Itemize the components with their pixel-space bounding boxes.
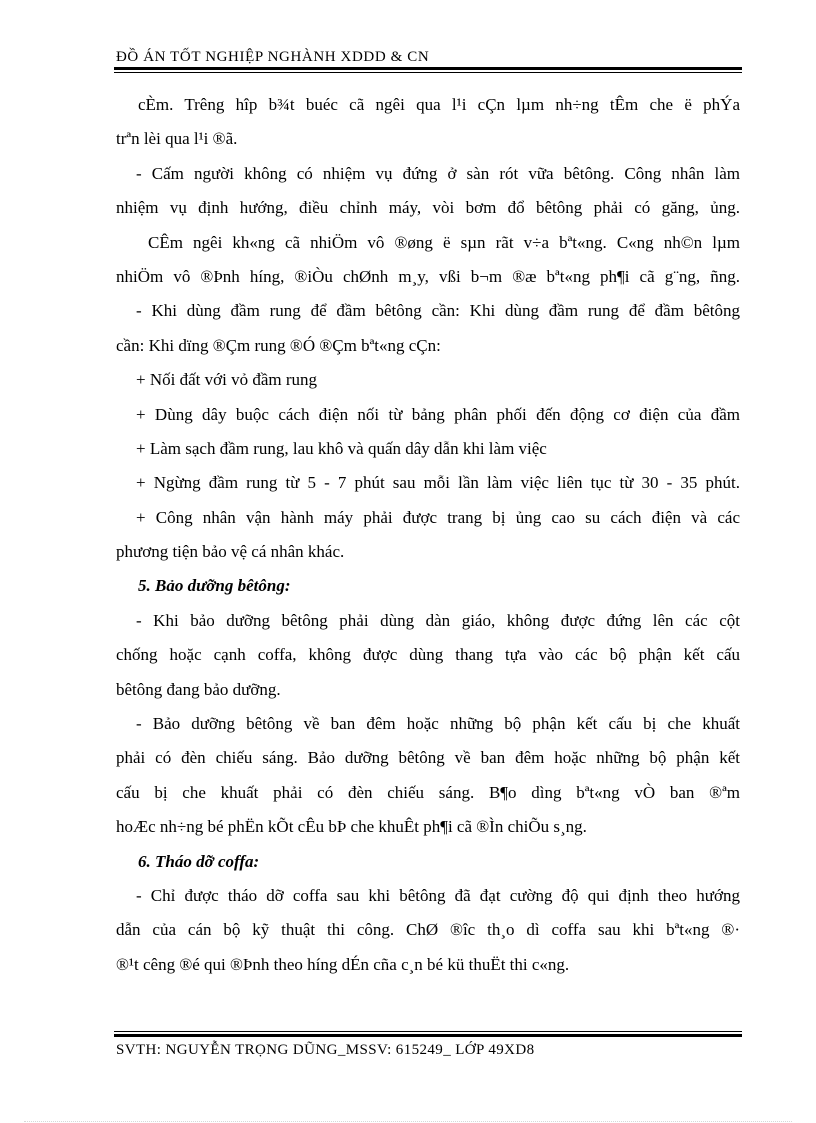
text-line: - Cấm người không có nhiệm vụ đứng ở sàn rót vữa bêtông. Công nhân làm xyxy=(136,163,740,183)
text-line: cần: Khi dïng ®Çm rung ®Ó ®Çm bªt«ng cÇn: xyxy=(116,335,441,355)
text-line: phương tiện bảo vệ cá nhân khác. xyxy=(116,542,345,562)
list-item: + Ngừng đầm rung từ 5 - 7 phút sau mỗi lần làm việc liên tục từ 30 - 35 phút. xyxy=(136,473,740,493)
text-line: - Khi bảo dưỡng bêtông phải dùng dàn giáo, không được đứng lên các cột xyxy=(136,610,740,630)
text-line: cấu bị che khuất phải có đèn chiếu sáng. B¶o dìng bªt«ng vÒ ban ®ªm xyxy=(116,782,740,802)
text-line: nhiÖm vô ®Þnh híng, ®iÒu chØnh m¸y, vßi b¬m ®æ bªt«ng ph¶i cã g¨ng, ñng. xyxy=(116,266,740,286)
section-heading: 6. Tháo dỡ coffa: xyxy=(138,851,260,871)
header-rule-thick xyxy=(114,67,742,70)
page-footer: SVTH: NGUYỄN TRỌNG DŨNG_MSSV: 615249_ LỚP 49XD8 xyxy=(116,1042,535,1058)
text-line: hoÆc nh÷ng bé phËn kÕt cÊu bÞ che khuÊt ph¶i cã ®Ìn chiÕu s¸ng. xyxy=(116,817,587,837)
list-item: + Nối đất với vỏ đầm rung xyxy=(136,370,317,390)
text-line: dẫn của cán bộ kỹ thuật thi công. ChØ ®îc th¸o dì coffa sau khi bªt«ng ®· xyxy=(116,920,740,940)
page-edge-divider xyxy=(24,1121,792,1122)
text-line: nhiệm vụ định hướng, điều chỉnh máy, vòi bơm đổ bêtông phải có găng, ủng. xyxy=(116,198,740,218)
footer-rule-thin xyxy=(114,1031,742,1032)
text-line: ®¹t cêng ®é qui ®Þnh theo híng dÉn cña c¸n bé kü thuËt thi c«ng. xyxy=(116,954,570,974)
text-line: CÊm ngêi kh«ng cã nhiÖm vô ®øng ë sµn rãt v÷a bªt«ng. C«ng nh©n lµm xyxy=(148,232,740,252)
text-line: - Bảo dưỡng bêtông về ban đêm hoặc những bộ phận kết cấu bị che khuất xyxy=(136,714,740,734)
document-body xyxy=(116,88,740,982)
list-item: + Làm sạch đầm rung, lau khô và quấn dây dẫn khi làm việc xyxy=(136,438,547,458)
text-line: chống hoặc cạnh coffa, không được dùng thang tựa vào các bộ phận kết cấu xyxy=(116,645,740,665)
text-line: cÈm. Trêng hîp b¾t buéc cã ngêi qua l¹i cÇn lµm nh÷ng tÊm che ë phÝa xyxy=(138,95,740,114)
text-line: - Chỉ được tháo dỡ coffa sau khi bêtông đã đạt cường độ qui định theo hướng xyxy=(136,885,740,905)
list-item: + Công nhân vận hành máy phải được trang bị ủng cao su cách điện và các xyxy=(136,507,740,527)
list-item: + Dùng dây buộc cách điện nối từ bảng phân phối đến động cơ điện của đầm xyxy=(136,404,740,424)
text-line: phải có đèn chiếu sáng. Bảo dưỡng bêtông về ban đêm hoặc những bộ phận kết xyxy=(116,748,740,768)
section-heading: 5. Bảo dưỡng bêtông: xyxy=(138,576,291,596)
footer-rule-thick xyxy=(114,1034,742,1037)
page-header: ĐỒ ÁN TỐT NGHIỆP NGHÀNH XDDD & CN xyxy=(116,49,430,65)
header-rule-thin xyxy=(114,72,742,73)
text-line: trªn lèi qua l¹i ®ã. xyxy=(116,129,238,149)
text-line: - Khi dùng đầm rung để đầm bêtông cần: Khi dùng đầm rung để đầm bêtông xyxy=(136,301,740,321)
text-line: bêtông đang bảo dưỡng. xyxy=(116,679,281,699)
